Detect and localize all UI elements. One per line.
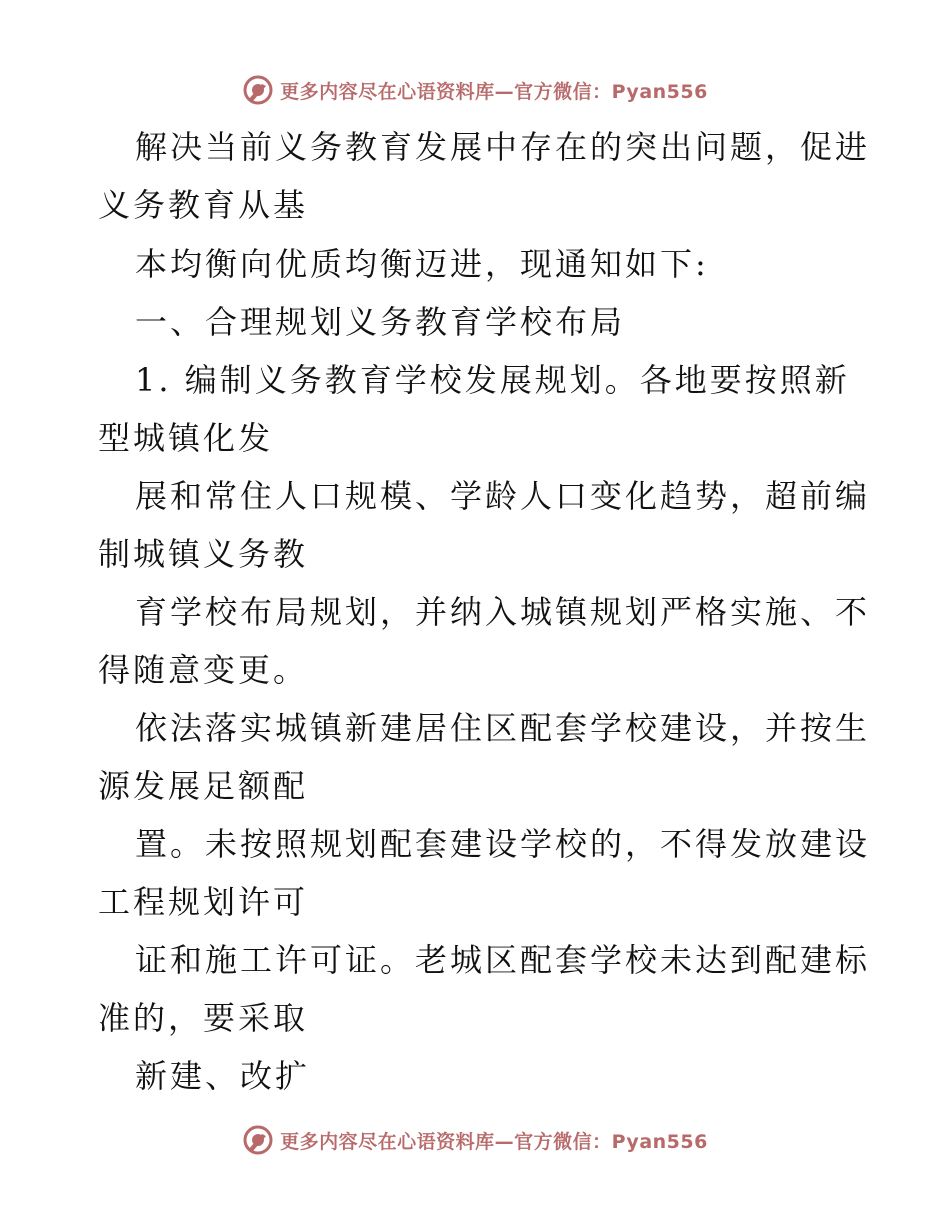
heading-text: 一、合理规划义务教育学校布局 — [135, 303, 626, 341]
paragraph — [98, 118, 871, 234]
paragraph-line: 1. 编制义务教育学校发展规划。各地要按照新 — [135, 361, 850, 399]
section-heading — [98, 293, 858, 351]
paragraph — [98, 1047, 858, 1105]
paragraph-line: 置。未按照规划配套建设学校的，不得发放建设 — [135, 825, 871, 863]
footer-watermark — [0, 1120, 950, 1160]
paragraph-line-continued: 义务教育从基 — [98, 186, 309, 224]
pen-logo-icon — [242, 74, 274, 106]
paragraph-line-continued: 制城镇义务教 — [98, 535, 309, 573]
paragraph-line: 育学校布局规划，并纳入城镇规划严格实施、不 — [135, 593, 871, 631]
paragraph-line: 新建、改扩 — [135, 1057, 311, 1095]
paragraph — [98, 699, 871, 815]
paragraph — [98, 583, 871, 699]
paragraph — [98, 931, 871, 1047]
paragraph — [98, 467, 871, 583]
paragraph-line-continued: 准的，要采取 — [98, 999, 309, 1037]
paragraph-line-continued: 得随意变更。 — [98, 651, 309, 689]
paragraph — [98, 351, 858, 467]
paragraph-line: 展和常住人口规模、学龄人口变化趋势，超前编 — [135, 477, 871, 515]
paragraph-line: 解决当前义务教育发展中存在的突出问题，促进 — [135, 128, 871, 166]
paragraph-line: 证和施工许可证。老城区配套学校未达到配建标 — [135, 941, 871, 979]
paragraph — [98, 815, 871, 931]
paragraph — [98, 235, 858, 293]
header-watermark — [0, 70, 950, 110]
paragraph-line-continued: 工程规划许可 — [98, 883, 309, 921]
paragraph-line-continued: 型城镇化发 — [98, 419, 274, 457]
watermark-text: 更多内容尽在心语资料库—官方微信：Pyan556 — [280, 80, 708, 103]
paragraph-line-continued: 源发展足额配 — [98, 767, 309, 805]
pen-logo-icon — [242, 1124, 274, 1156]
paragraph-line: 依法落实城镇新建居住区配套学校建设，并按生 — [135, 709, 871, 747]
watermark-text: 更多内容尽在心语资料库—官方微信：Pyan556 — [280, 1130, 708, 1153]
paragraph-line: 本均衡向优质均衡迈进，现通知如下: — [135, 245, 709, 283]
